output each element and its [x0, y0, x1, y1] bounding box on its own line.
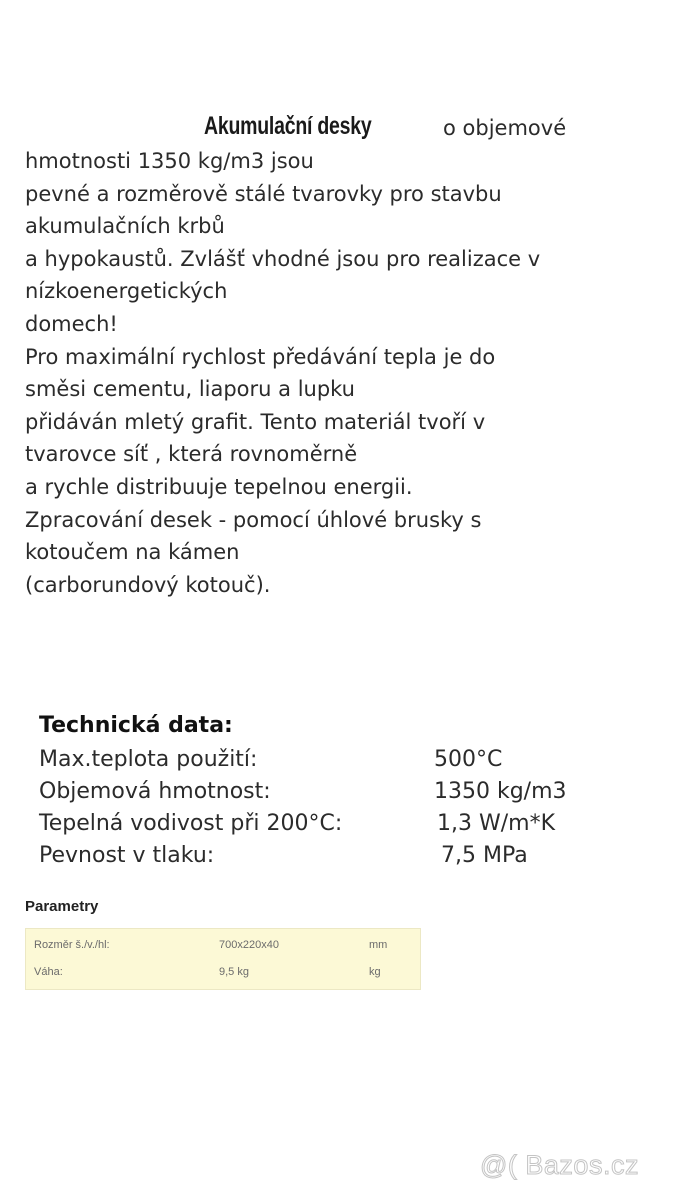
description-line: a rychle distribuuje tepelnou energii.	[25, 474, 413, 499]
description-line: kotoučem na kámen	[25, 540, 240, 565]
technical-value: 7,5 MPa	[441, 843, 528, 868]
parameter-value: 9,5 kg	[219, 966, 249, 978]
parameters-table	[25, 928, 421, 990]
technical-row-density	[39, 776, 659, 808]
parameters-heading: Parametry	[25, 898, 99, 915]
product-description	[25, 145, 665, 601]
technical-data-heading: Technická data:	[39, 713, 233, 738]
description-line: hmotnosti 1350 kg/m3 jsou	[25, 149, 314, 173]
title-line	[0, 108, 676, 148]
description-line: nízkoenergetických	[25, 279, 228, 304]
technical-label: Objemová hmotnost:	[39, 779, 271, 804]
description-line: domech!	[25, 311, 118, 336]
parameter-name: Váha:	[34, 966, 63, 978]
description-line: pevné a rozměrově stálé tvarovky pro stavbu	[25, 181, 502, 206]
parameters-row-weight	[26, 961, 420, 983]
technical-data-section	[39, 710, 659, 872]
technical-value: 1350 kg/m3	[434, 779, 567, 804]
description-line: a hypokaustů. Zvlášť vhodné jsou pro realizace v	[25, 246, 541, 271]
technical-value: 500°C	[434, 747, 503, 772]
technical-label: Max.teplota použití:	[39, 747, 258, 772]
description-line: Pro maximální rychlost předávání tepla je do	[25, 344, 496, 369]
product-title: Akumulační desky	[204, 112, 372, 140]
technical-label: Tepelná vodivost při 200°C:	[39, 811, 343, 836]
title-continuation: o objemové	[443, 116, 567, 140]
description-line: Zpracování desek - pomocí úhlové brusky s	[25, 507, 482, 532]
technical-row-compressive-strength	[39, 840, 659, 872]
technical-label: Pevnost v tlaku:	[39, 843, 215, 868]
parameters-row-dimensions	[26, 934, 420, 956]
bazos-watermark: @( Bazos.cz	[480, 1150, 639, 1180]
technical-row-max-temperature	[39, 744, 659, 776]
technical-value: 1,3 W/m*K	[437, 811, 556, 836]
description-line: (carborundový kotouč).	[25, 572, 271, 597]
parameter-unit: kg	[369, 966, 381, 978]
technical-row-thermal-conductivity	[39, 808, 659, 840]
parameter-name: Rozměr š./v./hl:	[34, 939, 110, 951]
description-line: přidáván mletý grafit. Tento materiál tvoří v	[25, 409, 486, 434]
parameter-value: 700x220x40	[219, 939, 279, 951]
description-line: akumulačních krbů	[25, 214, 225, 239]
description-line: tvarovce síť , která rovnoměrně	[25, 442, 358, 467]
description-line: směsi cementu, liaporu a lupku	[25, 377, 355, 402]
parameter-unit: mm	[369, 939, 388, 951]
